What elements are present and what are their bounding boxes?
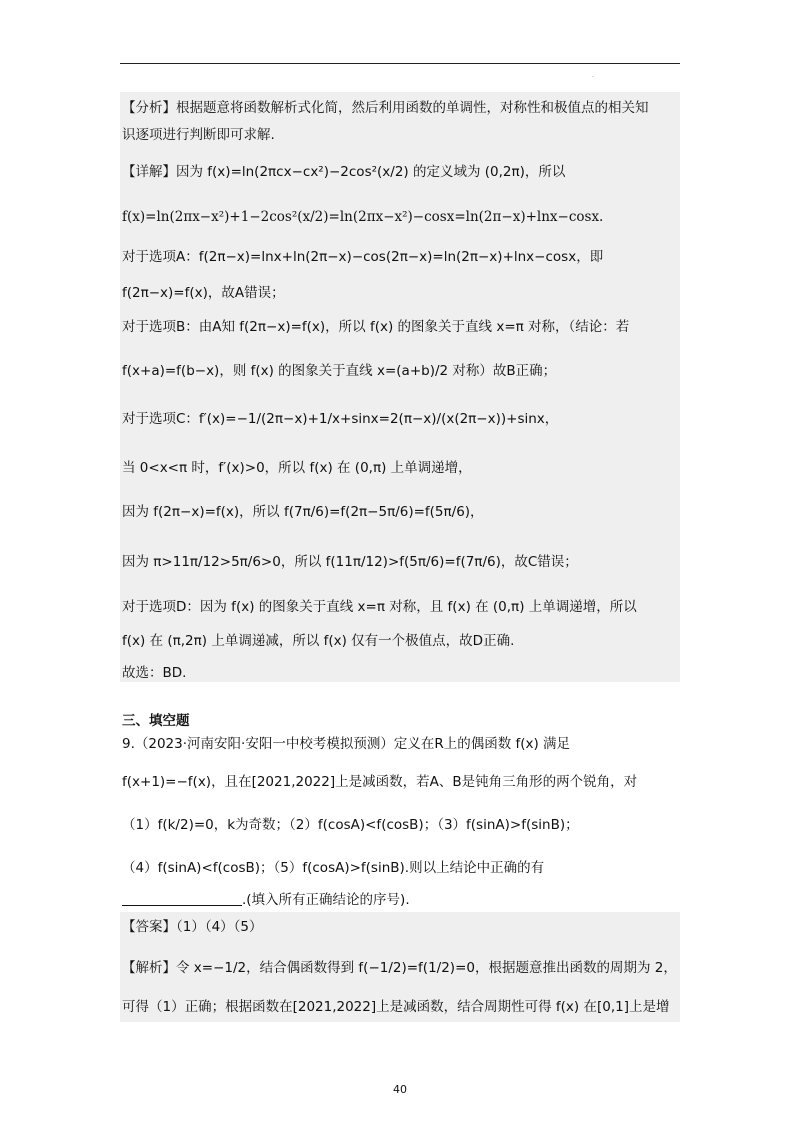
problem9-stem-3: （1）f(k/2)=0，k为奇数；（2）f(cosA)<f(cosB)；（3）f(sinA)>f(sinB)；: [122, 817, 579, 833]
explain-line-1: 【解析】令 x=−1/2，结合偶函数得到 f(−1/2)=f(1/2)=0，根据题意推出函数的周期为 2，: [122, 960, 677, 976]
option-d-line-2: f(x) 在 (π,2π) 上单调递减，所以 f(x) 仅有一个极值点，故D正确.: [122, 633, 515, 649]
problem9-stem-1: 9.（2023·河南安阳·安阳一中校考模拟预测）定义在R上的偶函数 f(x) 满足: [122, 736, 571, 752]
problem9-stem-2: f(x+1)=−f(x)，且在[2021,2022]上是减函数，若A、B是钝角三角形的两个锐角，对: [122, 774, 638, 790]
problem9-stem-5: .(填入所有正确结论的序号).: [242, 892, 410, 908]
page-number: 40: [393, 1083, 407, 1096]
option-a-line-1: 对于选项A：f(2π−x)=lnx+ln(2π−x)−cos(2π−x)=ln(2π−x)+lnx−cosx，即: [122, 249, 604, 265]
option-b-line-1: 对于选项B：由A知 f(2π−x)=f(x)，所以 f(x) 的图象关于直线 x=π 对称，（结论：若: [122, 319, 630, 335]
header-rule: [120, 63, 680, 64]
option-d-line-1: 对于选项D：因为 f(x) 的图象关于直线 x=π 对称，且 f(x) 在 (0,π) 上单调递增，所以: [122, 599, 637, 615]
explain-line-2: 可得（1）正确；根据函数在[2021,2022]上是减函数，结合周期性可得 f(x) 在[0,1]上是增: [122, 999, 670, 1015]
option-c-line-2: 当 0<x<π 时，f′(x)>0，所以 f(x) 在 (0,π) 上单调递增，: [122, 460, 472, 476]
problem9-stem-5-row: [122, 891, 410, 909]
detail-line-1: 【详解】因为 f(x)=ln(2πcx−cx²)−2cos²(x/2) 的定义域为 (0,2π)，所以: [122, 164, 566, 180]
option-b-line-2: f(x+a)=f(b−x)，则 f(x) 的图象关于直线 x=(a+b)/2 对称）故B正确；: [122, 363, 557, 379]
option-a-line-2: f(2π−x)=f(x)，故A错误；: [122, 285, 285, 301]
header-dot: .: [592, 72, 594, 79]
choice-line: 故选：BD.: [122, 665, 187, 681]
section-heading: 三、填空题: [122, 713, 190, 729]
analysis-line-2: 识逐项进行判断即可求解.: [122, 127, 275, 143]
detail-line-2: f(x)=ln(2πx−x²)+1−2cos²(x/2)=ln(2πx−x²)−cosx=ln(2π−x)+lnx−cosx.: [122, 209, 604, 225]
option-c-line-3: 因为 f(2π−x)=f(x)，所以 f(7π/6)=f(2π−5π/6)=f(5π/6)，: [122, 504, 484, 520]
analysis-line-1: 【分析】根据题意将函数解析式化简，然后利用函数的单调性，对称性和极值点的相关知: [122, 100, 649, 116]
option-c-line-4: 因为 π>11π/12>5π/6>0，所以 f(11π/12)>f(5π/6)=f(7π/6)，故C错误；: [122, 554, 578, 570]
option-c-line-1: 对于选项C：f′(x)=−1/(2π−x)+1/x+sinx=2(π−x)/(x(2π−x))+sinx，: [122, 411, 559, 427]
problem9-stem-4: （4）f(sinA)<f(cosB)；（5）f(cosA)>f(sinB).则以上结论中正确的有: [122, 860, 545, 876]
answer-blank: [122, 891, 242, 906]
answer-line: 【答案】（1）（4）（5）: [122, 919, 263, 935]
